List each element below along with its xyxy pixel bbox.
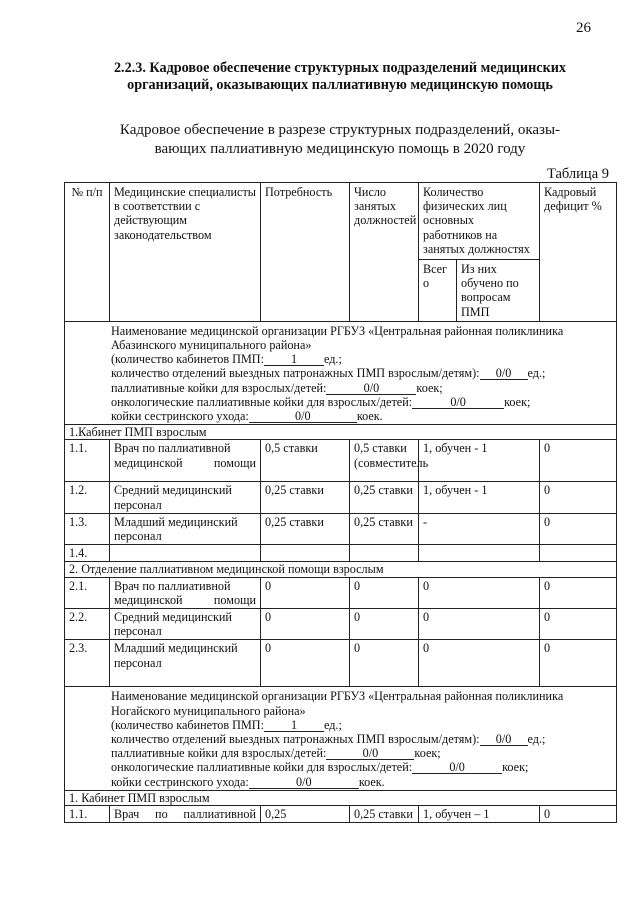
- org-nursing-beds: [111, 409, 610, 423]
- row-need: 0: [261, 577, 350, 608]
- row-specialist: Врач по паллиативной: [110, 806, 261, 823]
- section-heading: [60, 60, 620, 94]
- table-caption: Таблица 9: [546, 166, 609, 182]
- row-need: 0,25: [261, 806, 350, 823]
- org-beds: [111, 746, 610, 760]
- row-num: 1.1.: [65, 806, 110, 823]
- org-departments-unit: ед.;: [527, 366, 546, 381]
- org-nursing-value: 0/0: [249, 776, 359, 789]
- org-row: [65, 321, 617, 424]
- row-deficit: 0: [540, 806, 617, 823]
- org-nursing-label: койки сестринского ухода:: [111, 774, 249, 789]
- org-name-line1: Наименование медицинской организации РГБУЗ «Центральная районная поликлиника: [111, 689, 564, 704]
- org-row: [65, 687, 617, 790]
- row-need: 0,25 ставки: [261, 482, 350, 513]
- row-specialist: [110, 545, 261, 562]
- table-row: [65, 545, 617, 562]
- org-info: [65, 321, 617, 424]
- section-heading-line2: организаций, оказывающих паллиативную медицинскую помощь: [127, 77, 553, 93]
- org-onco-value: 0/0: [412, 396, 504, 409]
- row-positions: 0,25 ставки: [350, 482, 419, 513]
- row-specialist: Младший медицинский персонал: [110, 513, 261, 544]
- table-row: [65, 806, 617, 823]
- org-name-line2: Абазинского муниципального района»: [111, 338, 312, 353]
- org-beds-unit: коек;: [414, 746, 441, 761]
- row-num: 1.2.: [65, 482, 110, 513]
- org-cabinets: [111, 718, 610, 732]
- row-specialist: Врач по паллиативной медицинской помощи: [110, 440, 261, 482]
- header-deficit: Кадровый дефицит %: [540, 183, 617, 322]
- row-specialist: Врач по паллиативной медицинской помощи: [110, 577, 261, 608]
- org-beds-unit: коек;: [416, 380, 443, 395]
- org-nursing-unit: коек.: [358, 774, 385, 789]
- org-info: [65, 687, 617, 790]
- org-onco-label: онкологические паллиативные койки для взрослых/детей:: [111, 394, 413, 409]
- row-num: 1.4.: [65, 545, 110, 562]
- table-row: [65, 482, 617, 513]
- org-cabinets-label: (количество кабинетов ПМП:: [111, 717, 264, 732]
- org-departments: [111, 366, 610, 380]
- row-persons: 0: [419, 609, 540, 640]
- section-row: [65, 425, 617, 440]
- org-beds-label: паллиативные койки для взрослых/детей:: [111, 746, 327, 761]
- header-trained: Из них обучено по вопросам ПМП: [457, 260, 540, 322]
- header-persons: Количество физических лиц основных работников на занятых должностях: [419, 183, 540, 260]
- row-need: 0,5 ставки: [261, 440, 350, 482]
- row-positions: [350, 545, 419, 562]
- row-num: 2.2.: [65, 609, 110, 640]
- row-persons: 0: [419, 577, 540, 608]
- row-need: 0: [261, 640, 350, 687]
- header-row: [65, 183, 617, 260]
- header-specialists: Медицинские специалисты в соответствии с действующим законодательством: [110, 183, 261, 322]
- org-departments-value: 0/0: [480, 733, 528, 746]
- org-cabinets-value: 1: [264, 719, 324, 732]
- row-specialist: Средний медицинский персонал: [110, 609, 261, 640]
- org-departments-value: 0/0: [480, 367, 528, 380]
- row-positions: 0: [350, 640, 419, 687]
- row-specialist: Младший медицинский персонал: [110, 640, 261, 687]
- header-total: Всего: [419, 260, 457, 322]
- table-row: [65, 440, 617, 482]
- row-persons: -: [419, 513, 540, 544]
- row-specialist: Средний медицинский персонал: [110, 482, 261, 513]
- org-onco-beds: [111, 395, 610, 409]
- row-deficit: 0: [540, 640, 617, 687]
- org-name-line2: Ногайского муниципального района»: [111, 703, 306, 718]
- org-departments: [111, 732, 610, 746]
- org-onco-beds: [111, 760, 610, 774]
- org-cabinets-value: 1: [264, 353, 324, 366]
- table-row: [65, 513, 617, 544]
- table-title-line1: Кадровое обеспечение в разрезе структурных подразделений, оказы-: [119, 122, 561, 138]
- header-num: № п/п: [65, 183, 110, 322]
- table-title: [70, 121, 610, 159]
- page-number: 26: [576, 20, 591, 36]
- org-onco-unit: коек;: [504, 394, 531, 409]
- org-cabinets-label: (количество кабинетов ПМП:: [111, 352, 264, 367]
- org-nursing-beds: [111, 775, 610, 789]
- row-need: 0,25 ставки: [261, 513, 350, 544]
- section-heading-line1: 2.2.3. Кадровое обеспечение структурных подразделений медицинских: [113, 60, 567, 76]
- row-deficit: 0: [540, 577, 617, 608]
- row-num: 1.3.: [65, 513, 110, 544]
- row-persons: 1, обучен – 1: [419, 806, 540, 823]
- table-row: [65, 640, 617, 687]
- table-row: [65, 577, 617, 608]
- row-num: 2.1.: [65, 577, 110, 608]
- org-cabinets-unit: ед.;: [323, 352, 342, 367]
- org-beds: [111, 381, 610, 395]
- row-deficit: [540, 545, 617, 562]
- org-onco-value: 0/0: [412, 761, 502, 774]
- row-persons: 1, обучен - 1: [419, 482, 540, 513]
- org-cabinets: [111, 352, 610, 366]
- org-beds-value: 0/0: [326, 747, 414, 760]
- row-persons: 0: [419, 640, 540, 687]
- header-need: Потребность: [261, 183, 350, 322]
- row-deficit: 0: [540, 513, 617, 544]
- section-title: 2. Отделение паллиативном медицинской помощи взрослым: [65, 562, 617, 577]
- row-positions: 0: [350, 609, 419, 640]
- org-onco-label: онкологические паллиативные койки для взрослых/детей:: [111, 760, 413, 775]
- org-name-line1: Наименование медицинской организации РГБУЗ «Центральная районная поликлиника: [111, 323, 564, 338]
- staffing-table: [64, 182, 617, 823]
- row-deficit: 0: [540, 609, 617, 640]
- row-deficit: 0: [540, 440, 617, 482]
- section-row: [65, 790, 617, 805]
- section-row: [65, 562, 617, 577]
- row-positions: 0,25 ставки: [350, 806, 419, 823]
- row-persons: 1, обучен - 1: [419, 440, 540, 482]
- table-row: [65, 609, 617, 640]
- section-title: 1.Кабинет ПМП взрослым: [65, 425, 617, 440]
- org-nursing-value: 0/0: [249, 410, 357, 423]
- section-title: 1. Кабинет ПМП взрослым: [65, 790, 617, 805]
- row-need: 0: [261, 609, 350, 640]
- org-nursing-label: койки сестринского ухода:: [111, 409, 249, 424]
- row-deficit: 0: [540, 482, 617, 513]
- row-persons: [419, 545, 540, 562]
- table-title-line2: вающих паллиативную медицинскую помощь в 2020 году: [154, 141, 526, 157]
- org-onco-unit: коек;: [502, 760, 529, 775]
- row-num: 2.3.: [65, 640, 110, 687]
- org-departments-label: количество отделений выездных патронажных ПМП взрослым/детям):: [111, 732, 480, 747]
- header-positions: Число занятых должностей: [350, 183, 419, 322]
- org-beds-value: 0/0: [326, 382, 416, 395]
- org-beds-label: паллиативные койки для взрослых/детей:: [111, 380, 327, 395]
- row-positions: 0,5 ставки (совместитель: [350, 440, 419, 482]
- org-nursing-unit: коек.: [356, 409, 383, 424]
- row-positions: 0: [350, 577, 419, 608]
- org-cabinets-unit: ед.;: [323, 717, 342, 732]
- row-num: 1.1.: [65, 440, 110, 482]
- org-departments-unit: ед.;: [527, 732, 546, 747]
- org-departments-label: количество отделений выездных патронажных ПМП взрослым/детям):: [111, 366, 480, 381]
- row-need: [261, 545, 350, 562]
- row-positions: 0,25 ставки: [350, 513, 419, 544]
